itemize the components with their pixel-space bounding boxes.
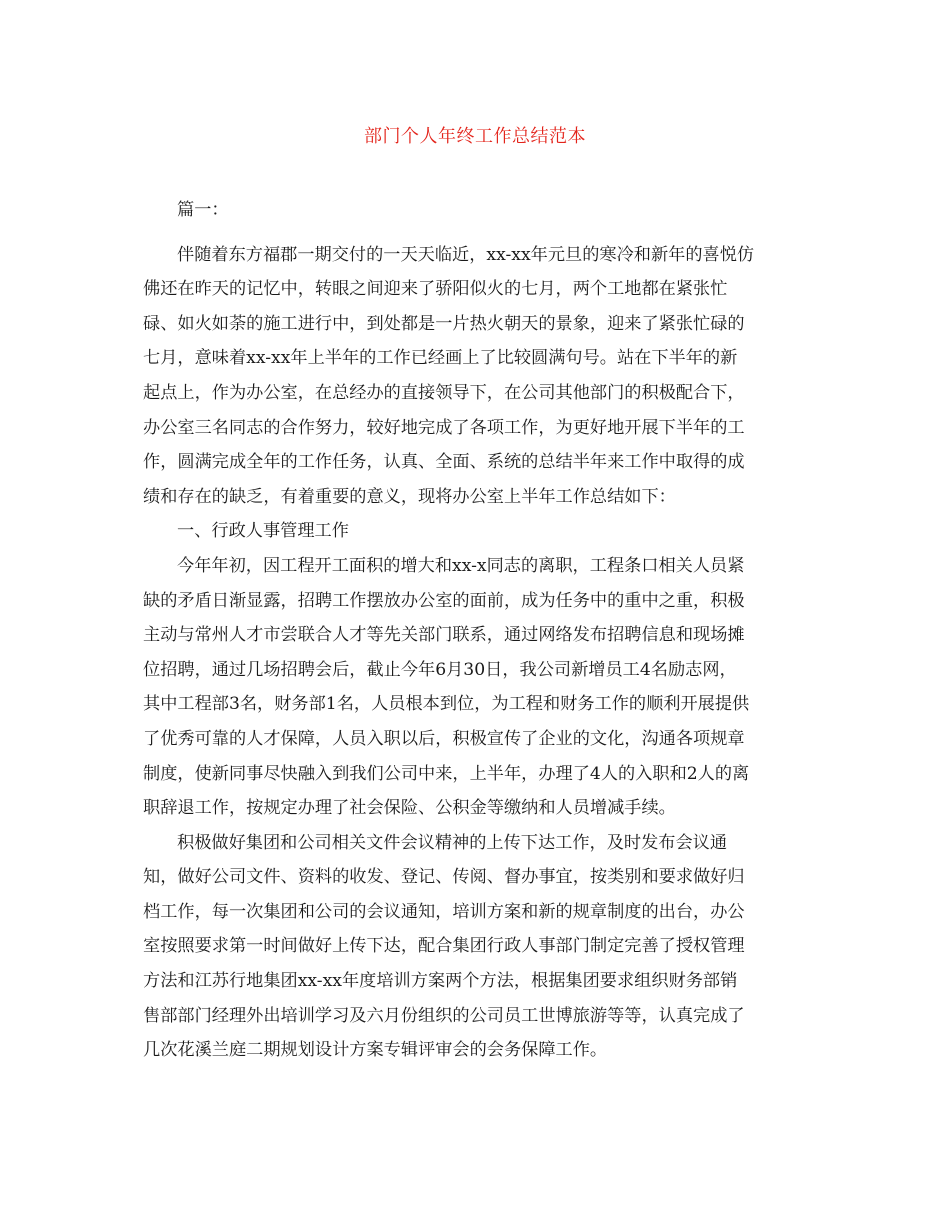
paragraph-line: 绩和存在的缺乏，有着重要的意义，现将办公室上半年工作总结如下： <box>143 486 676 507</box>
paragraph-line: 方法和江苏行地集团xx-xx年度培训方案两个方法，根据集团要求组织财务部销 <box>143 971 738 992</box>
paragraph-line: 办公室三名同志的合作努力，较好地完成了各项工作，为更好地开展下半年的工 <box>143 417 745 438</box>
section-heading-part-one: 篇一： <box>177 200 229 220</box>
paragraph-line: 职辞退工作，按规定办理了社会保险、公积金等缴纳和人员增减手续。 <box>143 798 676 819</box>
paragraph-line: 佛还在昨天的记忆中，转眼之间迎来了骄阳似火的七月，两个工地都在紧张忙 <box>143 279 728 300</box>
paragraph-line: 室按照要求第一时间做好上传下达，配合集团行政人事部门制定完善了授权管理 <box>143 936 745 957</box>
paragraph-line: 知，做好公司文件、资料的收发、登记、传阅、督办事宜，按类别和要求做好归 <box>143 867 745 888</box>
paragraph-line: 制度，使新同事尽快融入到我们公司中来，上半年，办理了4人的入职和2人的离 <box>143 763 750 784</box>
paragraph-line: 七月，意味着xx-xx年上半年的工作已经画上了比较圆满句号。站在下半年的新 <box>143 348 738 369</box>
document-body <box>143 193 811 1068</box>
paragraph-line: 售部部门经理外出培训学习及六月份组织的公司员工世博旅游等等，认真完成了 <box>143 1005 745 1026</box>
paragraph-line: 其中工程部3名，财务部1名，人员根本到位，为工程和财务工作的顺利开展提供 <box>143 694 750 715</box>
paragraph-line: 几次花溪兰庭二期规划设计方案专辑评审会的会务保障工作。 <box>143 1040 608 1061</box>
paragraph-line: 位招聘，通过几场招聘会后，截止今年6月30日，我公司新增员工4名励志网， <box>143 659 737 680</box>
paragraph-line: 碌、如火如荼的施工进行中，到处都是一片热火朝天的景象，迎来了紧张忙碌的 <box>143 313 745 334</box>
paragraph-line: 作，圆满完成全年的工作任务，认真、全面、系统的总结半年来工作中取得的成 <box>143 452 745 473</box>
section-heading-admin-hr: 一、行政人事管理工作 <box>177 521 349 542</box>
paragraph-gap <box>143 228 811 238</box>
paragraph-line: 缺的矛盾日渐显露，招聘工作摆放办公室的面前，成为任务中的重中之重，积极 <box>143 590 745 611</box>
document-title: 部门个人年终工作总结范本 <box>364 126 586 147</box>
paragraph-line: 主动与常州人才市尝联合人才等先关部门联系，通过网络发布招聘信息和现场摊 <box>143 625 745 646</box>
paragraph-line: 积极做好集团和公司相关文件会议精神的上传下达工作，及时发布会议通 <box>177 832 728 853</box>
paragraph-line: 起点上，作为办公室，在总经办的直接领导下，在公司其他部门的积极配合下， <box>143 382 745 403</box>
paragraph-line: 今年年初，因工程开工面积的增大和xx-x同志的离职，工程条口相关人员紧 <box>177 555 745 576</box>
paragraph-line: 了优秀可靠的人才保障，人员入职以后，积极宣传了企业的文化，沟通各项规章 <box>143 728 745 749</box>
paragraph-line: 伴随着东方福郡一期交付的一天天临近，xx-xx年元旦的寒冷和新年的喜悦仿 <box>177 244 755 265</box>
paragraph-line: 档工作，每一次集团和公司的会议通知，培训方案和新的规章制度的出台，办公 <box>143 901 745 922</box>
